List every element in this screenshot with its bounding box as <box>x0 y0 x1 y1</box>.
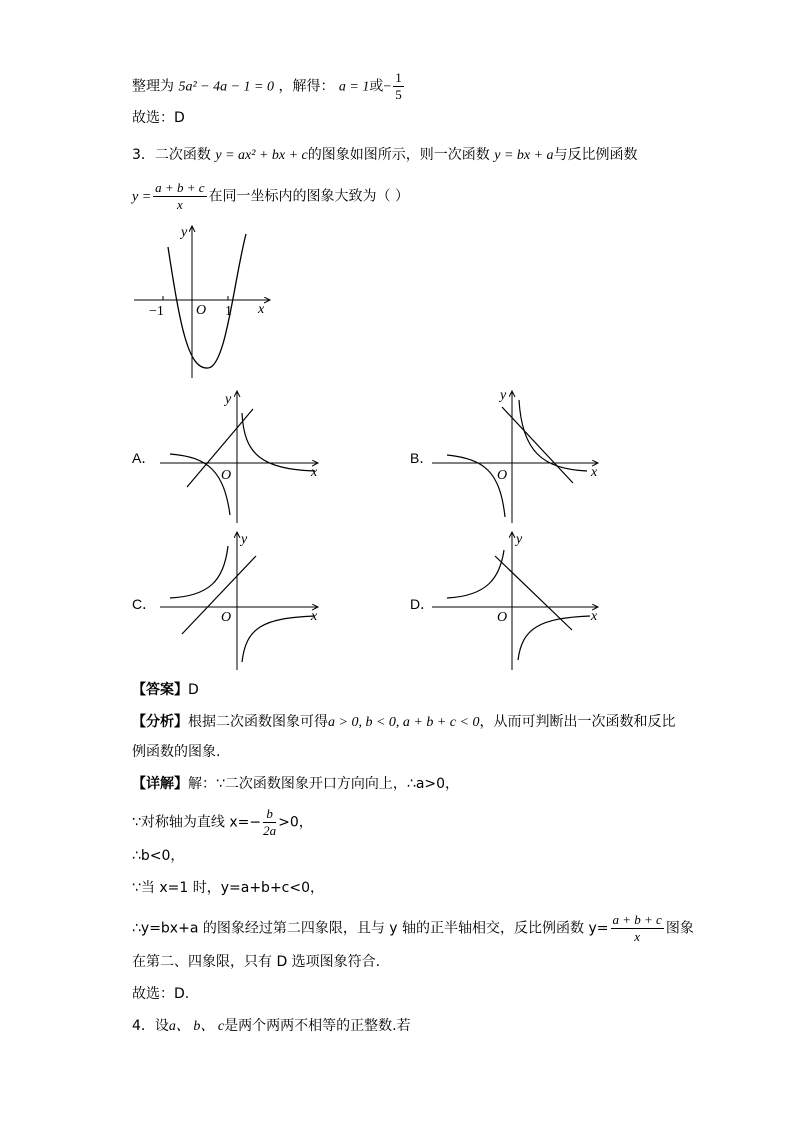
svg-text:x: x <box>591 465 598 480</box>
parabola-curve <box>168 234 246 368</box>
answer-line: 【答案】D <box>132 682 199 698</box>
svg-text:O: O <box>221 468 232 483</box>
origin-label: O <box>196 303 207 318</box>
analysis-line1: 【分析】根据二次函数图象可得a > 0, b < 0, a + b + c < 0，从而可判断出一次函数和反比 <box>132 714 676 730</box>
analysis-tag: 【分析】 <box>132 714 188 730</box>
tick-label-neg1: −1 <box>149 304 164 319</box>
equation: 5a² − 4a − 1 = 0 <box>178 79 274 95</box>
option-d-label[interactable]: D． <box>410 596 435 612</box>
hyperbola-curve <box>518 616 590 660</box>
hyperbola-curve <box>170 546 228 598</box>
detail-tag: 【详解】 <box>132 776 188 792</box>
detail-line5: ∴y=bx+a 的图象经过第二四象限，且与 y 轴的正半轴相交，反比例函数 y= $\frac{a + b + c}{x}$ 图象 <box>132 912 694 944</box>
svg-text:x: x <box>591 609 598 624</box>
svg-text:O: O <box>497 468 508 483</box>
question-3-line1: 3．二次函数 y = ax² + bx + c的图象如图所示，则一次函数 y = bx + a与反比例函数 <box>132 147 638 163</box>
svg-text:y: y <box>225 392 232 407</box>
svg-text:x: x <box>311 465 318 480</box>
fraction: $\frac{a + b + c}{x}$ <box>612 912 662 944</box>
option-a-graph[interactable] <box>160 385 325 525</box>
svg-text:y: y <box>500 388 507 403</box>
question-3-line2: y = $\frac{a + b + c}{x}$ 在同一坐标内的图象大致为（ ） <box>132 180 409 212</box>
detail-line1: 【详解】解：∵二次函数图象开口方向向上，∴a>0， <box>132 776 460 792</box>
detail-line7: 故选：D. <box>132 986 190 1002</box>
option-d-graph[interactable] <box>432 528 602 673</box>
answer-previous: 故选：D <box>132 110 185 126</box>
option-c-graph[interactable] <box>160 528 325 673</box>
tick-label-1: 1 <box>225 304 232 319</box>
fraction: $\frac{a + b + c}{x}$ <box>155 180 205 212</box>
svg-text:y: y <box>241 532 248 547</box>
option-c-label[interactable]: C． <box>132 596 157 612</box>
detail-line2: ∵对称轴为直线 x=− $\frac{b}{2a}$ >0， <box>132 806 313 838</box>
svg-text:x: x <box>311 609 318 624</box>
x-label: x <box>258 302 265 317</box>
hyperbola-curve <box>447 455 508 517</box>
fraction: $\frac{1}{5}$ <box>395 70 402 102</box>
option-b-graph[interactable] <box>432 385 602 525</box>
detail-line3: ∴b<0， <box>132 848 185 864</box>
solution-line: 整理为 5a² − 4a − 1 = 0 ，解得： a = 1或− $\frac{1}{5}$ <box>132 70 402 102</box>
option-a-label[interactable]: A． <box>132 450 156 466</box>
detail-line4: ∵当 x=1 时，y=a+b+c<0， <box>132 880 325 896</box>
svg-text:O: O <box>497 610 508 625</box>
line-graph <box>502 407 573 483</box>
answer-tag: 【答案】 <box>132 682 188 698</box>
analysis-line2: 例函数的图象. <box>132 744 221 760</box>
option-b-label[interactable]: B． <box>410 450 434 466</box>
hyperbola-curve <box>242 616 315 662</box>
svg-text:y: y <box>516 532 523 547</box>
line-graph <box>187 409 253 487</box>
fraction: $\frac{b}{2a}$ <box>263 806 277 838</box>
svg-text:O: O <box>221 610 232 625</box>
detail-line6: 在第二、四象限，只有 D 选项图象符合. <box>132 954 381 970</box>
parabola-graph <box>130 220 280 385</box>
hyperbola-curve <box>242 413 315 471</box>
question-4-line: 4．设a、 b、 c是两个两两不相等的正整数.若 <box>132 1018 411 1034</box>
y-label: y <box>181 225 188 240</box>
